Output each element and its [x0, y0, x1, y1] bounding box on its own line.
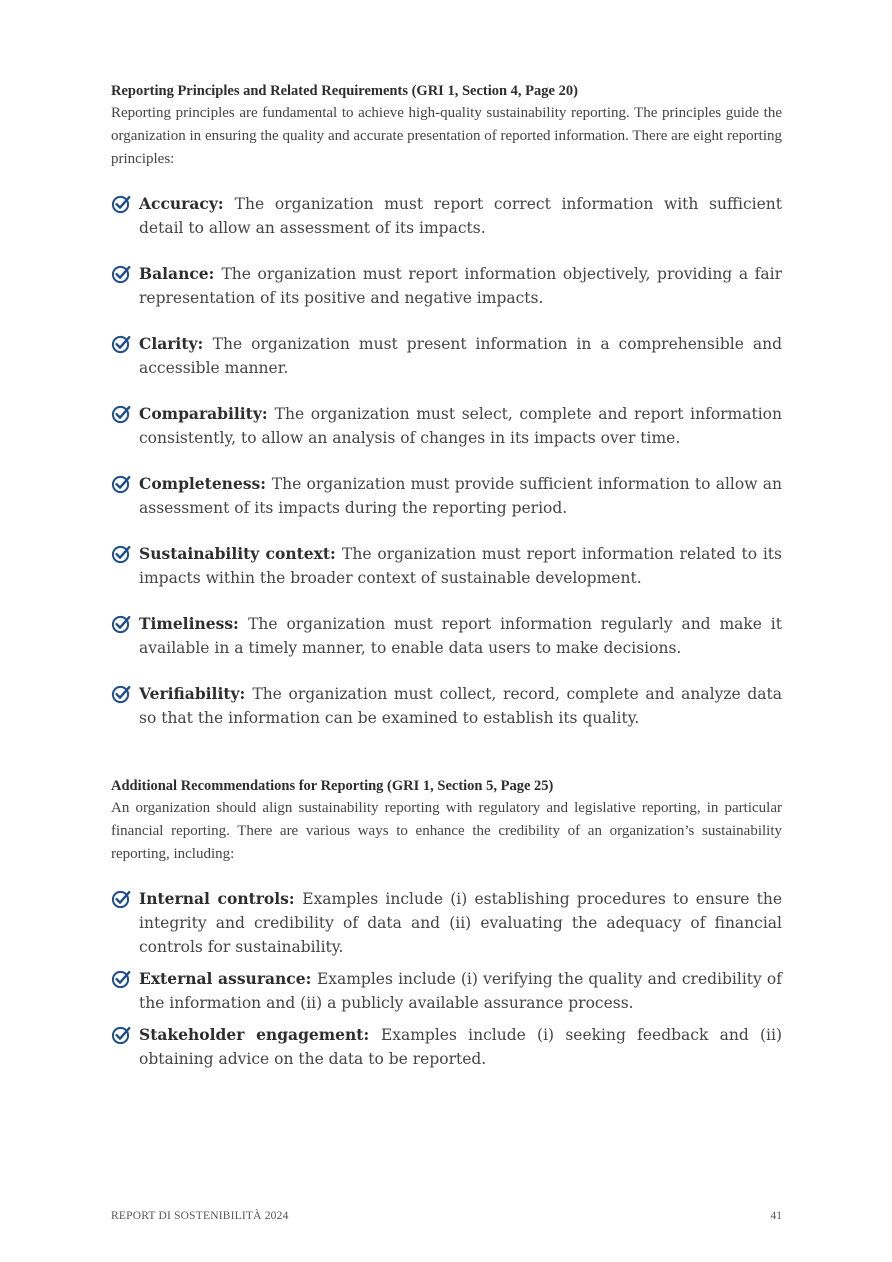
- list-item: [111, 1023, 782, 1071]
- item-description: The organization must collect, record, complete and analyze data so that the information can be examined to establish its quality.: [139, 685, 782, 727]
- item-description: The organization must present information in a comprehensible and accessible manner.: [139, 335, 782, 377]
- item-description: The organization must select, complete and report information consistently, to allow an analysis of changes in its impacts over time.: [139, 405, 782, 447]
- check-circle-icon: [111, 1025, 131, 1045]
- item-description: The organization must provide sufficient information to allow an assessment of its impacts during the reporting period.: [139, 475, 783, 517]
- recommendations-list: [111, 887, 782, 1071]
- item-term: Timeliness:: [139, 614, 249, 633]
- list-item: [111, 262, 782, 310]
- check-circle-icon: [111, 969, 131, 989]
- list-item: [111, 967, 782, 1015]
- check-circle-icon: [111, 334, 131, 354]
- item-description: The organization must report correct information with sufficient detail to allow an assessment of its impacts.: [139, 195, 782, 237]
- check-circle-icon: [111, 194, 131, 214]
- list-item: [111, 472, 782, 520]
- section-intro: Reporting principles are fundamental to achieve high-quality sustainability reporting. The principles guide the organization in ensuring the quality and accurate presentation of reported information. There are eight reporting principles:: [111, 105, 782, 167]
- item-term: Internal controls:: [139, 889, 303, 908]
- page-content: [111, 80, 782, 1071]
- item-term: Clarity:: [139, 334, 213, 353]
- check-circle-icon: [111, 474, 131, 494]
- section-heading: Additional Recommendations for Reporting (GRI 1, Section 5, Page 25): [111, 778, 554, 794]
- check-circle-icon: [111, 684, 131, 704]
- section-additional-recommendations: [111, 775, 782, 1071]
- section-heading: Reporting Principles and Related Requirements (GRI 1, Section 4, Page 20): [111, 83, 578, 99]
- item-description: Examples include (i) establishing procedures to ensure the integrity and credibility of data and (ii) evaluating the adequacy of financial controls for sustainability.: [139, 890, 782, 956]
- item-description: The organization must report information related to its impacts within the broader context of sustainable development.: [139, 545, 782, 587]
- item-term: External assurance:: [139, 969, 317, 988]
- list-item: [111, 332, 782, 380]
- item-term: Accuracy:: [139, 194, 235, 213]
- list-item: [111, 612, 782, 660]
- check-circle-icon: [111, 544, 131, 564]
- list-item: [111, 192, 782, 240]
- item-description: Examples include (i) seeking feedback and (ii) obtaining advice on the data to be reported.: [139, 1026, 782, 1068]
- footer-report-title: REPORT DI SOSTENIBILITÀ 2024: [111, 1210, 289, 1222]
- item-term: Verifiability:: [139, 684, 253, 703]
- page-number: 41: [770, 1210, 782, 1222]
- section-reporting-principles: [111, 80, 782, 730]
- list-item: [111, 542, 782, 590]
- check-circle-icon: [111, 889, 131, 909]
- item-term: Stakeholder engagement:: [139, 1025, 381, 1044]
- item-description: The organization must report information objectively, providing a fair representation of its positive and negative impacts.: [139, 265, 782, 307]
- list-item: [111, 402, 782, 450]
- item-term: Sustainability context:: [139, 544, 343, 563]
- list-item: [111, 887, 782, 959]
- section-intro: An organization should align sustainability reporting with regulatory and legislative reporting, in particular financial reporting. There are various ways to enhance the credibility of an organization’s sustainability reporting, including:: [111, 800, 782, 862]
- check-circle-icon: [111, 404, 131, 424]
- item-term: Balance:: [139, 264, 222, 283]
- item-term: Completeness:: [139, 474, 272, 493]
- item-description: The organization must report information regularly and make it available in a timely manner, to enable data users to make decisions.: [139, 615, 782, 657]
- list-item: [111, 682, 782, 730]
- principles-list: [111, 192, 782, 730]
- check-circle-icon: [111, 614, 131, 634]
- check-circle-icon: [111, 264, 131, 284]
- item-description: Examples include (i) verifying the quality and credibility of the information and (ii) a publicly available assurance process.: [139, 970, 782, 1012]
- item-term: Comparability:: [139, 404, 275, 423]
